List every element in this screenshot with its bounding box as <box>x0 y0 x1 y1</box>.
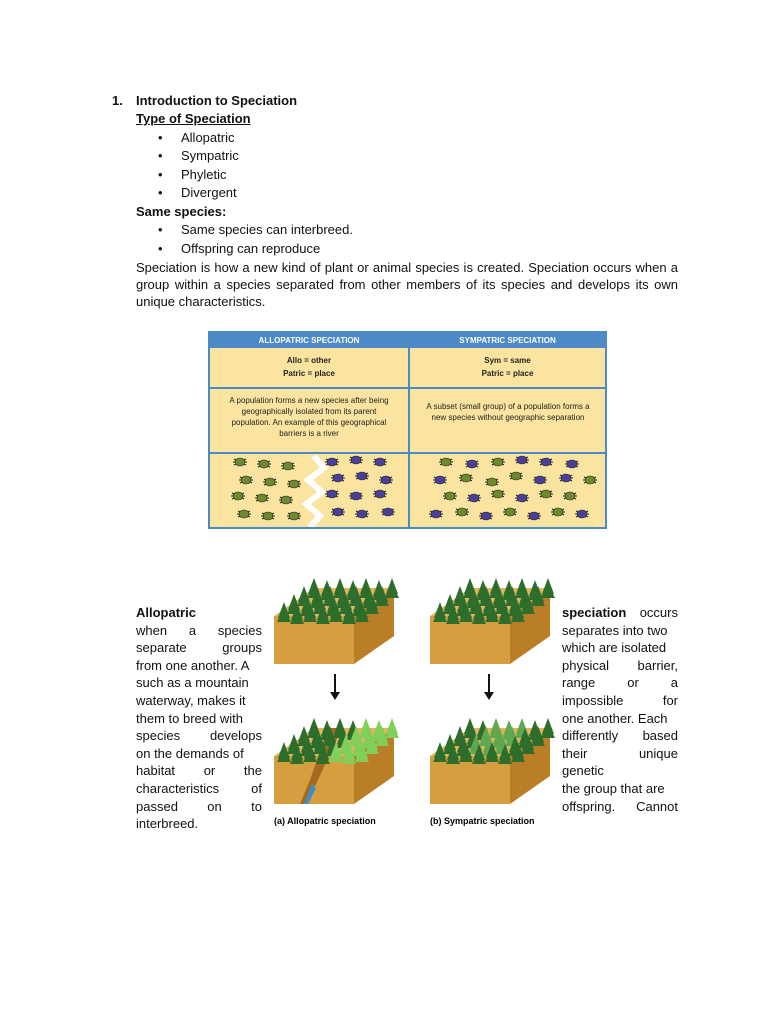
text-line <box>136 762 262 780</box>
text-line <box>136 622 262 640</box>
beetle-icon <box>455 508 469 516</box>
text-line <box>562 639 678 657</box>
beetle-icon <box>503 508 517 516</box>
beetle-icon <box>287 512 301 520</box>
text-line: genetic <box>562 763 604 779</box>
text-word: a <box>188 622 197 638</box>
text-word: the <box>243 763 262 779</box>
allo-definition-1: Allo = other <box>286 356 332 365</box>
beetle-icon <box>263 478 277 486</box>
beetle-icon <box>563 492 577 500</box>
text-line <box>136 727 262 745</box>
text-line: interbreed. <box>136 816 199 832</box>
sympatric-after-landscape <box>430 718 555 804</box>
beetle-icon <box>479 512 493 520</box>
intro-paragraph: Speciation is how a new kind of plant or animal species is created. Speciation occurs when a group within a species separated from other members of its species and develops its own unique characteristics. <box>136 260 678 309</box>
beetle-icon <box>349 492 363 500</box>
list-item: Phyletic <box>181 167 227 182</box>
text-word: barrier, <box>637 657 678 673</box>
same-species-heading: Same species: <box>136 204 227 219</box>
text-word: separates into two <box>562 622 668 638</box>
beetle-icon <box>355 472 369 480</box>
beetle-icon <box>233 458 247 466</box>
beetle-icon <box>325 490 339 498</box>
allopatric-after-landscape <box>274 718 399 804</box>
text-word: offspring. <box>562 798 616 814</box>
caption-allopatric: (a) Allopatric speciation <box>274 816 376 826</box>
beetle-icon <box>509 472 523 480</box>
sym-definition-2: Patric = place <box>481 369 534 378</box>
beetle-icon <box>485 478 499 486</box>
speciation-figure <box>270 558 560 830</box>
beetle-icon <box>465 460 479 468</box>
text-word: occurs <box>639 605 678 620</box>
text-word: of <box>251 780 262 796</box>
beetle-icon <box>349 456 363 464</box>
beetle-icon <box>559 474 573 482</box>
bullet-icon: • <box>158 167 163 182</box>
text-word: which are isolated <box>562 640 667 656</box>
list-item: Same species can interbreed. <box>181 222 353 237</box>
river-barrier <box>306 456 324 527</box>
beetle-icon <box>355 510 369 518</box>
beetle-icon <box>373 490 387 498</box>
section-number: 1. <box>112 93 123 108</box>
text-line <box>136 639 262 657</box>
beetle-icon <box>565 460 579 468</box>
beetle-icon <box>439 458 453 466</box>
arrow-head-icon <box>484 692 494 700</box>
text-line <box>562 745 678 763</box>
bullet-icon: • <box>158 222 163 237</box>
text-word: based <box>642 728 678 744</box>
text-word: groups <box>222 640 262 656</box>
text-line <box>562 657 678 675</box>
beetle-icon <box>231 492 245 500</box>
beetle-icon <box>281 462 295 470</box>
text-word: or <box>203 763 216 779</box>
beetle-icon <box>287 480 301 488</box>
beetle-icon <box>373 458 387 466</box>
beetle-icon <box>515 456 529 464</box>
beetle-icon <box>433 476 447 484</box>
text-line <box>562 727 678 745</box>
allopatric-title: Allopatric <box>136 605 196 620</box>
beetle-icon <box>279 496 293 504</box>
text-word: for <box>662 692 678 708</box>
text-word: when <box>136 622 168 638</box>
text-line <box>136 674 262 692</box>
text-word: separate <box>136 640 187 656</box>
text-line <box>562 604 678 622</box>
table-header-sympatric: SYMPATRIC SPECIATION <box>410 333 605 348</box>
beetle-icon <box>491 490 505 498</box>
text-line <box>562 692 678 710</box>
text-word: characteristics <box>136 780 220 796</box>
text-word: species <box>136 728 181 744</box>
text-word: impossible <box>562 692 624 708</box>
text-word: range <box>562 675 596 691</box>
text-line <box>136 692 262 710</box>
text-word: passed <box>136 798 178 814</box>
list-item: Allopatric <box>181 130 235 145</box>
beetle-icon <box>331 474 345 482</box>
sym-definition-1: Sym = same <box>484 356 531 365</box>
type-of-speciation-heading: Type of Speciation <box>136 111 251 126</box>
text-line <box>136 745 262 763</box>
beetle-icon <box>237 510 251 518</box>
text-word: them to breed with <box>136 710 243 726</box>
text-word: a <box>670 675 678 691</box>
beetle-icon <box>379 476 393 484</box>
beetle-populations-illustration <box>210 454 605 527</box>
beetle-icon <box>239 476 253 484</box>
beetle-icon <box>539 458 553 466</box>
speciation-comparison-table <box>208 331 607 529</box>
bullet-icon: • <box>158 130 163 145</box>
beetle-icon <box>325 458 339 466</box>
text-word: unique <box>638 745 678 761</box>
beetle-icon <box>539 490 553 498</box>
section-title: Introduction to Speciation <box>136 93 298 108</box>
sympatric-text-column <box>562 604 678 815</box>
beetle-icon <box>515 494 529 502</box>
table-divider <box>210 387 605 389</box>
beetle-icon <box>467 494 481 502</box>
text-line <box>562 798 678 816</box>
list-item: Divergent <box>181 185 237 200</box>
allo-definition-2: Patric = place <box>283 369 335 378</box>
speciation-title: speciation <box>562 605 627 620</box>
sympatric-before-landscape <box>430 578 555 664</box>
text-line <box>136 780 262 798</box>
beetle-icon <box>261 512 275 520</box>
beetle-icon <box>443 492 457 500</box>
text-word: waterway, makes it <box>136 692 246 708</box>
text-line <box>136 798 262 816</box>
beetle-icon <box>459 474 473 482</box>
arrow-head-icon <box>330 692 340 700</box>
allo-description: A population forms a new species after being geographically isolated from its parent population. An example of this geographical barriers is a river <box>229 396 389 438</box>
text-word: physical <box>562 657 609 673</box>
text-word: or <box>627 675 639 691</box>
beetle-icon <box>257 460 271 468</box>
text-word: differently <box>562 728 619 744</box>
list-item: Offspring can reproduce <box>181 241 321 256</box>
list-item: Sympatric <box>181 148 239 163</box>
text-word: from one another. A <box>136 657 250 673</box>
beetle-icon <box>575 510 589 518</box>
beetle-icon <box>429 510 443 518</box>
text-word: to <box>251 798 262 814</box>
beetle-icon <box>331 508 345 516</box>
text-line <box>136 657 262 675</box>
beetle-icon <box>255 494 269 502</box>
text-line <box>136 710 262 728</box>
text-line: the group that are <box>562 780 665 796</box>
text-word: Cannot <box>636 798 678 814</box>
text-word: one another. Each <box>562 710 668 726</box>
beetle-icon <box>381 508 395 516</box>
bullet-icon: • <box>158 148 163 163</box>
text-line <box>562 674 678 692</box>
beetle-icon <box>583 476 597 484</box>
beetle-icon <box>491 458 505 466</box>
text-line <box>562 710 678 728</box>
text-line <box>562 622 678 640</box>
beetle-icon <box>527 512 541 520</box>
text-word: such as a mountain <box>136 675 249 691</box>
bullet-icon: • <box>158 185 163 200</box>
table-header-allopatric: ALLOPATRIC SPECIATION <box>210 333 408 348</box>
beetle-icon <box>551 508 565 516</box>
caption-sympatric: (b) Sympatric speciation <box>430 816 535 826</box>
bullet-icon: • <box>158 241 163 256</box>
beetle-icon <box>533 476 547 484</box>
sympatric-beetles <box>429 456 597 520</box>
text-word: on the demands of <box>136 745 244 761</box>
allopatric-text-column <box>136 604 262 833</box>
text-word: habitat <box>136 763 176 779</box>
text-word: species <box>217 622 262 638</box>
text-word: develops <box>209 728 262 744</box>
allopatric-before-landscape <box>274 578 399 664</box>
text-word: their <box>562 745 588 761</box>
sym-description: A subset (small group) of a population forms a new species without geographic separation <box>426 402 590 422</box>
text-word: on <box>207 798 222 814</box>
